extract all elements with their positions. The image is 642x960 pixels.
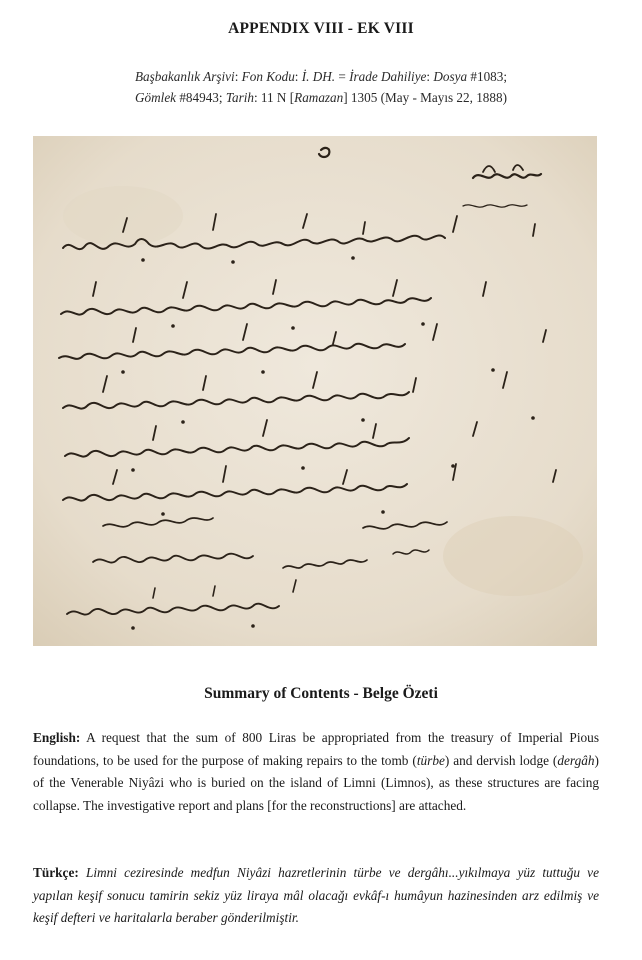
citation-sep: : bbox=[294, 69, 302, 84]
turkish-text: Limni ceziresinde medfun Niyâzi hazretlerinin türbe ve dergâhı...yıkılmaya yüz tuttuğu ve yapılan keşif sonucu tamirin sekiz yüz liraya mâl olacağı evkâf-ı humâyun hazinesinden arz edilmiş ve keşif defteri ve haritalarla beraber gönderilmiştir. bbox=[33, 865, 599, 925]
english-italic-dergah: dergâh bbox=[557, 752, 595, 768]
file-label: Dosya bbox=[433, 69, 468, 84]
english-text-1: A request that the sum of 800 Liras be appropriated from the treasury of Imperial Pious foundations, to be used for the purpose of making repairs to the tomb ( bbox=[33, 730, 599, 768]
fund-code-value: İ. DH. bbox=[301, 69, 336, 84]
irade-dahiliye: İrade Dahiliye bbox=[349, 69, 427, 84]
english-label: English: bbox=[33, 730, 81, 745]
summary-heading: Summary of Contents - Belge Özeti bbox=[204, 685, 438, 702]
english-summary bbox=[33, 727, 599, 817]
date-value-a: : 11 N [ bbox=[253, 90, 295, 105]
shirt-label: Gömlek bbox=[135, 90, 177, 105]
date-label: Tarih bbox=[225, 90, 254, 105]
manuscript-scan bbox=[33, 136, 597, 646]
date-value-b: ] 1305 (May - Mayıs 22, 1888) bbox=[343, 90, 507, 105]
citation-line-2 bbox=[0, 87, 642, 108]
shirt-number: #84943; bbox=[176, 90, 226, 105]
english-text-2: ) and dervish lodge ( bbox=[444, 752, 558, 768]
ottoman-manuscript-icon bbox=[33, 136, 597, 646]
archive-name: Başbakanlık Arşivi bbox=[134, 69, 235, 84]
citation-sep: : bbox=[234, 69, 242, 84]
file-number: #1083; bbox=[467, 69, 508, 84]
date-month: Ramazan bbox=[294, 90, 344, 105]
citation-sep: = bbox=[335, 69, 350, 84]
english-text-3: ) of the Venerable Niyâzi who is buried on the island of Limni (Limnos), as these structures are facing collapse. The investigative report and plans [for the reconstructions] are attached. bbox=[33, 752, 599, 813]
turkish-label: Türkçe: bbox=[33, 865, 79, 880]
appendix-title: APPENDIX VIII - EK VIII bbox=[228, 20, 414, 37]
citation-line-1 bbox=[0, 66, 642, 87]
archive-citation bbox=[0, 66, 642, 108]
turkish-summary bbox=[33, 862, 599, 930]
fund-code-label: Fon Kodu bbox=[241, 69, 295, 84]
english-italic-turbe: türbe bbox=[416, 752, 445, 768]
citation-sep: : bbox=[426, 69, 434, 84]
